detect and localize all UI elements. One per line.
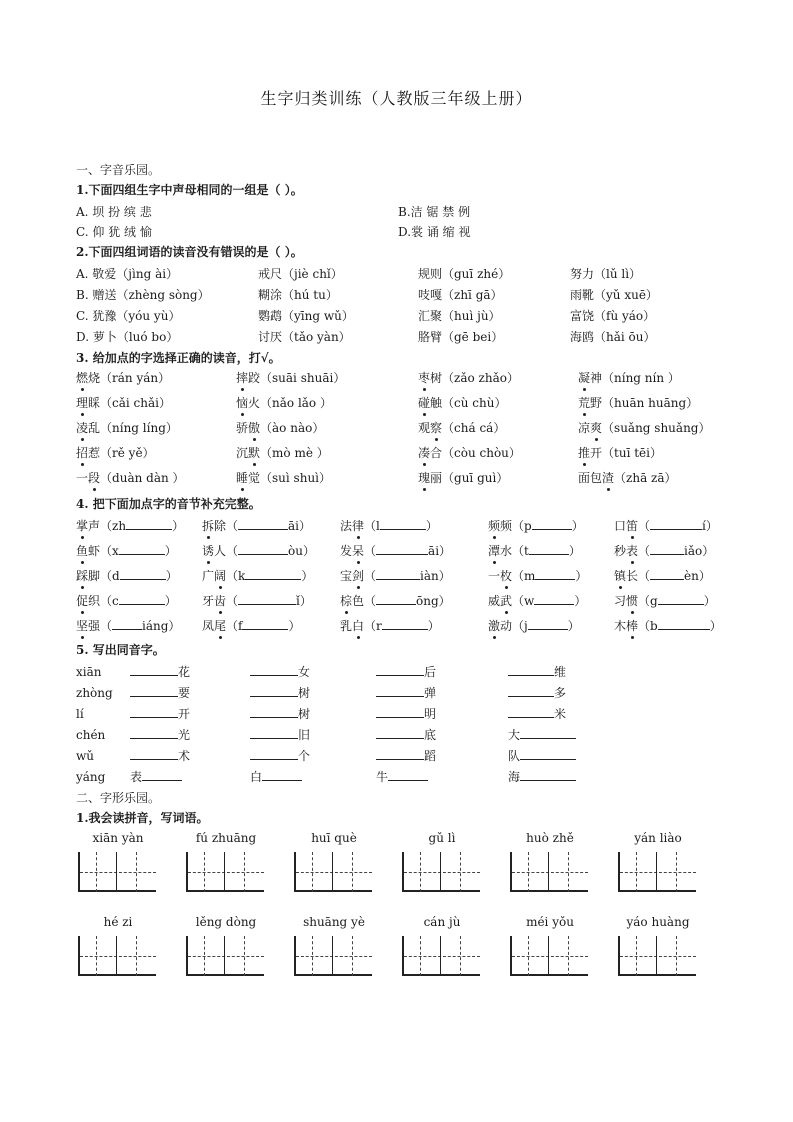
q3-item: 招惹（rě yě）: [76, 443, 155, 463]
answer-blank[interactable]: [376, 684, 424, 697]
q2-option: 讨厌（tǎo yàn）: [258, 330, 351, 344]
grid-line: [528, 936, 529, 976]
answer-blank[interactable]: [250, 663, 298, 676]
q5-item: 树: [250, 683, 310, 703]
answer-blank[interactable]: [250, 747, 298, 760]
q4-item: 宝剑（ iàn）: [340, 566, 451, 586]
question-2: 2.下面四组词语的读音没有错误的是（ ）。: [76, 245, 303, 259]
dotted-char: 齿: [214, 591, 226, 611]
q4-item: 激动（j ）: [488, 616, 580, 636]
answer-blank[interactable]: [142, 768, 182, 781]
q4-item: 威武（w ）: [488, 591, 586, 611]
grid-line: [568, 936, 569, 976]
writing-grid[interactable]: [510, 936, 588, 976]
q4-item: 频频（p ）: [488, 516, 584, 536]
answer-blank[interactable]: [508, 684, 554, 697]
grid-line: [420, 852, 421, 892]
grid-line: [332, 852, 333, 892]
dotted-char: 剑: [352, 566, 364, 586]
q5-item: 牛: [376, 767, 428, 787]
q2-option: B. 赠送（zhèng sòng）: [76, 288, 210, 302]
grid-line: [224, 936, 225, 976]
answer-blank[interactable]: [126, 517, 172, 530]
dotted-char: 爽: [590, 418, 602, 438]
q3-item: 睡觉（suì shuì）: [236, 468, 331, 488]
q5-item: 蹈: [376, 746, 436, 766]
grid-line: [188, 956, 264, 957]
answer-blank[interactable]: [520, 768, 576, 781]
q5-item: 女: [250, 662, 310, 682]
q5-item: 光: [130, 725, 190, 745]
pinyin-label: hé zi: [103, 915, 133, 929]
q2-option: 努力（lǔ lì）: [570, 267, 642, 281]
answer-blank[interactable]: [658, 617, 710, 630]
grid-line: [512, 872, 588, 873]
q5-item: 明: [376, 704, 436, 724]
dotted-char: 瑰: [418, 468, 430, 488]
q5-item: 队: [508, 746, 576, 766]
q4-item: 促织（c ）: [76, 591, 177, 611]
answer-blank[interactable]: [242, 617, 288, 630]
writing-grid[interactable]: [402, 936, 480, 976]
dotted-char: 推: [578, 443, 590, 463]
grid-line: [656, 936, 657, 976]
q5-pinyin: zhòng: [76, 686, 113, 700]
grid-line: [352, 852, 353, 892]
writing-grid[interactable]: [402, 852, 480, 892]
dotted-char: 默: [248, 443, 260, 463]
q3-item: 理睬（cǎi chǎi）: [76, 393, 171, 413]
q3-item: 一段（duàn dàn ）: [76, 468, 185, 488]
dotted-char: 睡: [236, 468, 248, 488]
grid-line: [420, 936, 421, 976]
dotted-char: 鱼: [76, 541, 88, 561]
q3-item: 碰触（cù chù）: [418, 393, 506, 413]
question-4: 4. 把下面加点字的音节补充完整。: [76, 497, 261, 511]
q2-option: 鹦鹉（yīng wǔ）: [258, 309, 354, 323]
grid-line: [96, 936, 97, 976]
grid-line: [96, 852, 97, 892]
dotted-char: 荒: [578, 393, 590, 413]
q5-item: 多: [508, 683, 566, 703]
answer-blank[interactable]: [376, 592, 416, 605]
grid-line: [568, 852, 569, 892]
grid-line: [186, 974, 264, 976]
grid-line: [116, 852, 117, 892]
answer-blank[interactable]: [250, 684, 298, 697]
grid-line: [636, 852, 637, 892]
grid-line: [312, 852, 313, 892]
answer-blank[interactable]: [262, 768, 302, 781]
q4-item: 凤尾（f ）: [202, 616, 301, 636]
pinyin-label: lěng dòng: [195, 915, 257, 929]
pinyin-label: yán liào: [634, 831, 682, 845]
answer-blank[interactable]: [250, 705, 298, 718]
q5-item: 要: [130, 683, 190, 703]
q2-option: 糊涂（hú tu）: [258, 288, 338, 302]
answer-blank[interactable]: [376, 663, 424, 676]
grid-line: [294, 974, 372, 976]
dotted-char: 诱: [202, 541, 214, 561]
q3-item: 观察（chá cá）: [418, 418, 505, 438]
answer-blank[interactable]: [130, 747, 178, 760]
answer-blank[interactable]: [238, 517, 288, 530]
grid-line: [312, 936, 313, 976]
dotted-char: 段: [88, 468, 100, 488]
writing-grid[interactable]: [294, 936, 372, 976]
grid-line: [510, 974, 588, 976]
grid-line: [460, 936, 461, 976]
answer-blank[interactable]: [508, 663, 554, 676]
grid-line: [296, 872, 372, 873]
dotted-char: 武: [500, 591, 512, 611]
answer-blank[interactable]: [650, 542, 684, 555]
q2-option: 戒尺（jiè chǐ）: [258, 267, 343, 281]
dotted-char: 招: [76, 443, 88, 463]
q4-item: 习惯（g ）: [614, 591, 716, 611]
grid-line: [352, 936, 353, 976]
q5-item: 旧: [250, 725, 310, 745]
q4-item: 镇长（ èn）: [614, 566, 711, 586]
question-3: 3. 给加点的字选择正确的读音，打√。: [76, 351, 281, 365]
q3-item: 燃烧（rán yán）: [76, 368, 170, 388]
section-heading-2: 二、字形乐园。: [76, 791, 161, 805]
answer-blank[interactable]: [119, 542, 165, 555]
dotted-char: 拆: [202, 516, 214, 536]
q2-option: D. 萝卜（luó bo）: [76, 330, 179, 344]
grid-line: [440, 852, 441, 892]
answer-blank[interactable]: [238, 542, 288, 555]
q4-item: 发呆（ āi）: [340, 541, 451, 561]
question-6: 1.我会读拼音，写词语。: [76, 811, 209, 825]
q4-item: 法律（l ）: [340, 516, 438, 536]
answer-blank[interactable]: [528, 617, 568, 630]
q5-item: 弹: [376, 683, 436, 703]
answer-blank[interactable]: [130, 663, 178, 676]
dotted-char: 燃: [76, 368, 88, 388]
pinyin-label: cán jù: [423, 915, 461, 929]
grid-line: [404, 956, 480, 957]
dotted-char: 镇: [614, 566, 626, 586]
answer-blank[interactable]: [388, 768, 428, 781]
q4-item: 牙齿（ ǐ）: [202, 591, 312, 611]
grid-line: [244, 852, 245, 892]
pinyin-label: huī què: [311, 831, 357, 845]
q4-item: 秒表（ iǎo）: [614, 541, 714, 561]
q4-item: 木棒（b ）: [614, 616, 722, 636]
writing-grid[interactable]: [186, 852, 264, 892]
dotted-char: 尾: [214, 616, 226, 636]
pinyin-label: shuāng yè: [303, 915, 365, 929]
answer-blank[interactable]: [508, 705, 554, 718]
grid-line: [404, 872, 480, 873]
q4-item: 拆除（ āi）: [202, 516, 311, 536]
answer-blank[interactable]: [376, 567, 420, 580]
q5-item: 树: [250, 704, 310, 724]
q5-item: 米: [508, 704, 566, 724]
answer-blank[interactable]: [245, 567, 301, 580]
q2-option: 雨靴（yǔ xuē）: [570, 288, 658, 302]
q5-item: 花: [130, 662, 190, 682]
writing-grid[interactable]: [294, 852, 372, 892]
grid-line: [80, 956, 156, 957]
q3-item: 面包渣（zhā zā）: [578, 468, 677, 488]
dotted-char: 阔: [214, 566, 226, 586]
grid-line: [620, 872, 696, 873]
grid-line: [294, 890, 372, 892]
answer-blank[interactable]: [130, 684, 178, 697]
q2-option: C. 犹豫（yóu yù）: [76, 309, 181, 323]
grid-line: [618, 974, 696, 976]
q5-item: 大: [508, 725, 576, 745]
grid-line: [78, 890, 156, 892]
q5-item: 术: [130, 746, 190, 766]
dotted-char: 恼: [236, 393, 248, 413]
answer-blank[interactable]: [238, 592, 296, 605]
grid-line: [136, 936, 137, 976]
q1-option: B.洁 锯 禁 例: [398, 205, 471, 219]
dotted-char: 呆: [352, 541, 364, 561]
answer-blank[interactable]: [535, 567, 575, 580]
q5-item: 维: [508, 662, 566, 682]
q3-item: 凉爽（suǎng shuǎng）: [578, 418, 710, 438]
grid-line: [116, 936, 117, 976]
pinyin-label: gǔ lì: [428, 831, 456, 845]
q3-item: 恼火（nǎo lǎo ）: [236, 393, 332, 413]
q5-item: 海: [508, 767, 576, 787]
q2-option: 吱嘎（zhī gā）: [418, 288, 503, 302]
dotted-char: 掌: [76, 516, 88, 536]
grid-line: [512, 956, 588, 957]
answer-blank[interactable]: [112, 617, 142, 630]
dotted-char: 坚: [76, 616, 88, 636]
q5-item: 底: [376, 725, 436, 745]
dotted-char: 激: [488, 616, 500, 636]
grid-line: [136, 852, 137, 892]
grid-line: [402, 890, 480, 892]
pinyin-label: xiān yàn: [92, 831, 144, 845]
grid-line: [80, 872, 156, 873]
writing-grid[interactable]: [186, 936, 264, 976]
dotted-char: 频: [488, 516, 500, 536]
q2-option: 海鸥（hǎi ōu）: [570, 330, 656, 344]
answer-blank[interactable]: [658, 592, 704, 605]
q4-item: 棕色（ ōng）: [340, 591, 451, 611]
answer-blank[interactable]: [650, 517, 702, 530]
grid-line: [78, 974, 156, 976]
dotted-char: 棒: [626, 616, 638, 636]
grid-line: [244, 936, 245, 976]
answer-blank[interactable]: [534, 592, 574, 605]
q3-item: 推开（tuī tēi）: [578, 443, 662, 463]
grid-line: [528, 852, 529, 892]
dotted-char: 摔: [236, 368, 248, 388]
grid-line: [204, 852, 205, 892]
dotted-char: 凝: [578, 368, 590, 388]
grid-line: [676, 852, 677, 892]
dotted-char: 察: [430, 418, 442, 438]
grid-line: [332, 936, 333, 976]
q2-option: A. 敬爱（jìng ài）: [76, 267, 179, 281]
q5-pinyin: wǔ: [76, 749, 94, 763]
page-title: 生字归类训练（人教版三年级上册）: [260, 89, 533, 108]
q3-item: 凌乱（níng líng）: [76, 418, 178, 438]
dotted-char: 凑: [418, 443, 430, 463]
q2-option: 胳臂（gē bei）: [418, 330, 504, 344]
dotted-char: 惯: [626, 591, 638, 611]
q3-item: 瑰丽（guī guì）: [418, 468, 508, 488]
q4-item: 乳白（r ）: [340, 616, 440, 636]
dotted-char: 棕: [340, 591, 352, 611]
dotted-char: 促: [76, 591, 88, 611]
grid-line: [224, 852, 225, 892]
writing-grid[interactable]: [618, 852, 696, 892]
grid-line: [460, 852, 461, 892]
q2-option: 规则（guī zhé）: [418, 267, 511, 281]
grid-line: [186, 890, 264, 892]
answer-blank[interactable]: [520, 747, 576, 760]
grid-line: [440, 936, 441, 976]
q3-item: 骄傲（ào nào）: [236, 418, 324, 438]
answer-blank[interactable]: [520, 726, 576, 739]
q4-item: 鱼虾（x ）: [76, 541, 177, 561]
grid-line: [620, 956, 696, 957]
q4-item: 一枚（m ）: [488, 566, 587, 586]
pinyin-label: fú zhuāng: [195, 831, 257, 845]
dotted-char: 渣: [602, 468, 614, 488]
q5-pinyin: chén: [76, 728, 106, 742]
q2-option: 汇聚（huì jù）: [418, 309, 501, 323]
dotted-char: 枚: [500, 566, 512, 586]
pinyin-label: méi yǒu: [526, 915, 574, 929]
grid-line: [402, 974, 480, 976]
grid-line: [296, 956, 372, 957]
answer-blank[interactable]: [380, 517, 426, 530]
q5-item: 开: [130, 704, 190, 724]
answer-blank[interactable]: [382, 617, 428, 630]
answer-blank[interactable]: [376, 747, 424, 760]
dotted-char: 凌: [76, 418, 88, 438]
answer-blank[interactable]: [130, 726, 178, 739]
answer-blank[interactable]: [250, 726, 298, 739]
answer-blank[interactable]: [650, 567, 684, 580]
dotted-char: 律: [352, 516, 364, 536]
q5-pinyin: yáng: [76, 770, 106, 784]
dotted-char: 表: [626, 541, 638, 561]
answer-blank[interactable]: [120, 567, 166, 580]
dotted-char: 白: [352, 616, 364, 636]
writing-grid[interactable]: [78, 936, 156, 976]
q4-item: 潭水（t ）: [488, 541, 581, 561]
q5-item: 个: [250, 746, 310, 766]
question-1: 1.下面四组生字中声母相同的一组是（ ）。: [76, 183, 303, 197]
answer-blank[interactable]: [119, 592, 165, 605]
answer-blank[interactable]: [532, 517, 572, 530]
dotted-char: 潭: [488, 541, 500, 561]
dotted-char: 傲: [248, 418, 260, 438]
answer-blank[interactable]: [376, 705, 424, 718]
question-5: 5. 写出同音字。: [76, 643, 165, 657]
dotted-char: 踩: [76, 566, 88, 586]
q3-item: 沉默（mò mè ）: [236, 443, 329, 463]
dotted-char: 笛: [626, 516, 638, 536]
grid-line: [188, 872, 264, 873]
q3-item: 摔跤（suāi shuāi）: [236, 368, 345, 388]
q4-item: 口笛（ í）: [614, 516, 718, 536]
answer-blank[interactable]: [376, 726, 424, 739]
section-heading-1: 一、字音乐园。: [76, 163, 161, 177]
dotted-char: 理: [76, 393, 88, 413]
grid-line: [676, 936, 677, 976]
grid-line: [656, 852, 657, 892]
pinyin-label: yáo huàng: [626, 915, 690, 929]
writing-grid[interactable]: [618, 936, 696, 976]
q2-option: 富饶（fù yáo）: [570, 309, 656, 323]
pinyin-label: huò zhě: [526, 831, 574, 845]
answer-blank[interactable]: [529, 542, 569, 555]
q3-item: 凑合（còu chòu）: [418, 443, 521, 463]
grid-line: [548, 852, 549, 892]
answer-blank[interactable]: [376, 542, 428, 555]
grid-line: [636, 936, 637, 976]
grid-line: [204, 936, 205, 976]
q1-option: C. 仰 犹 绒 愉: [76, 225, 152, 239]
q5-item: 白: [250, 767, 302, 787]
q5-item: 表: [130, 767, 182, 787]
q4-item: 踩脚（d ）: [76, 566, 178, 586]
writing-grid[interactable]: [510, 852, 588, 892]
q3-item: 荒野（huān huāng）: [578, 393, 698, 413]
q5-pinyin: lí: [76, 707, 84, 721]
q3-item: 枣树（zǎo zhǎo）: [418, 368, 519, 388]
q1-option: A. 坝 扮 缤 悲: [76, 205, 152, 219]
q4-item: 广阔（k ）: [202, 566, 313, 586]
q1-option: D.裳 诵 缩 视: [398, 225, 471, 239]
q4-item: 诱人（ òu）: [202, 541, 315, 561]
q3-item: 凝神（níng nín ）: [578, 368, 680, 388]
answer-blank[interactable]: [130, 705, 178, 718]
dotted-char: 枣: [418, 368, 430, 388]
q4-item: 掌声（zh ）: [76, 516, 184, 536]
q4-item: 坚强（ iáng）: [76, 616, 180, 636]
writing-grid[interactable]: [78, 852, 156, 892]
grid-line: [510, 890, 588, 892]
grid-line: [618, 890, 696, 892]
dotted-char: 碰: [418, 393, 430, 413]
q5-pinyin: xiān: [76, 665, 102, 679]
q5-item: 后: [376, 662, 436, 682]
grid-line: [548, 936, 549, 976]
